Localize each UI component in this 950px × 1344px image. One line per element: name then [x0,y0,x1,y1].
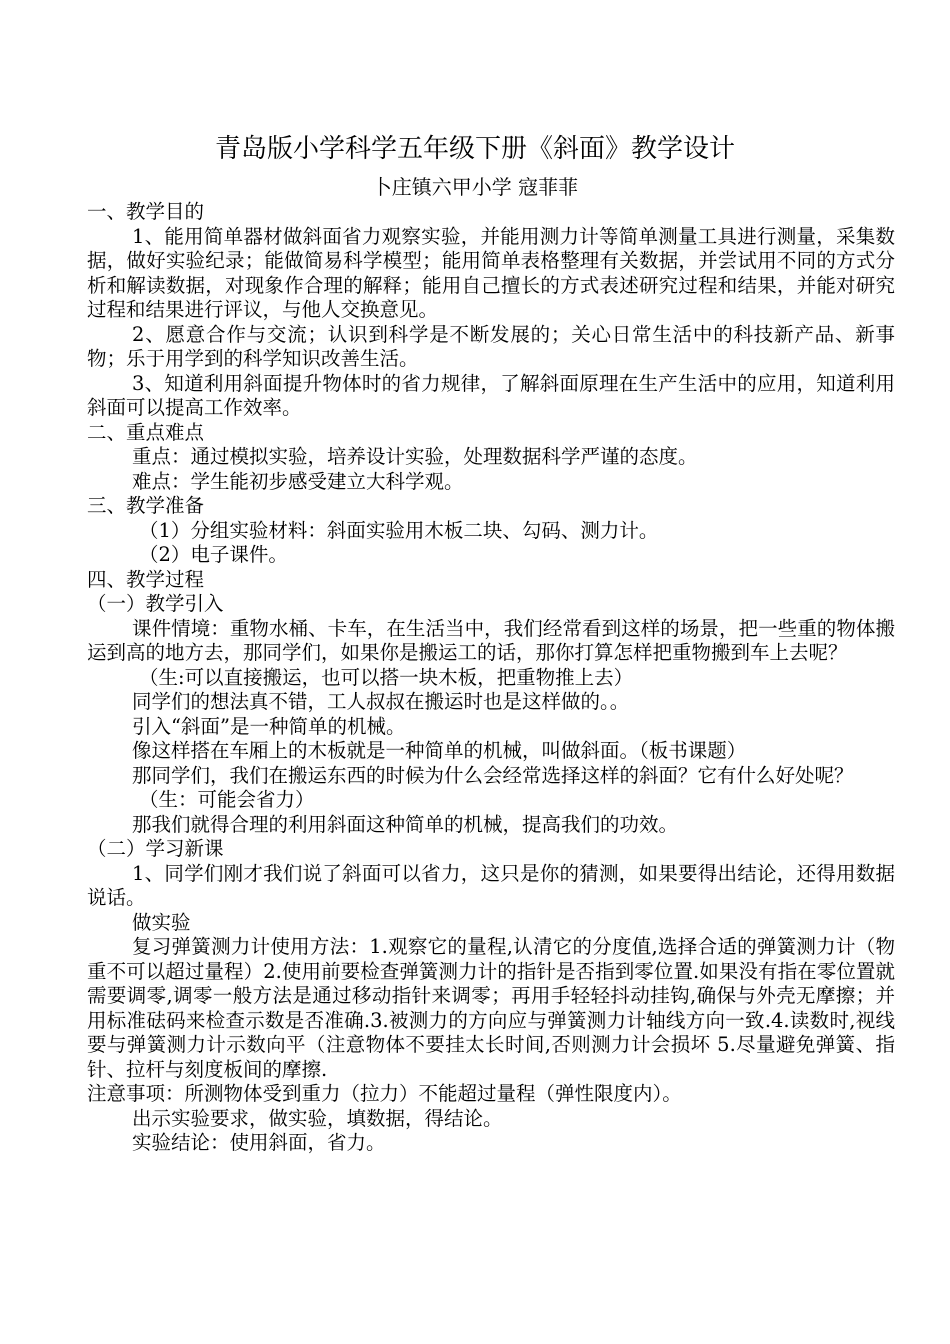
paragraph: 引入“斜面”是一种简单的机械。 [132,714,406,738]
paragraph: 注意事项：所测物体受到重力（拉力）不能超过量程（弹性限度内）。 [87,1082,682,1105]
paragraph: 1、同学们刚才我们说了斜面可以省力，这只是你的猜测，如果要得出结论，还得用数据说话。 [87,861,895,909]
paragraph: 1、能用简单器材做斜面省力观察实验，并能用测力计等简单测量工具进行测量，采集数据，做好实验纪录；能做简易科学模型；能用简单表格整理有关数据，并尝试用不同的方式分析和解读数据，对现象作合理的解释；能用自己擅长的方式表述研究过程和结果，并能对研究过程和结果进行评议，与他人交换意见。 [87,224,895,321]
paragraph: 做实验 [132,910,191,934]
document-body [87,200,895,1156]
paragraph: 像这样搭在车厢上的木板就是一种简单的机械，叫做斜面。（板书课题） [132,739,747,762]
subsection-heading-new-lesson: （二）学习新课 [87,837,224,860]
paragraph: 那我们就得合理的利用斜面这种简单的机械，提高我们的功效。 [132,812,679,836]
section-heading-key-points: 二、重点难点 [87,420,205,444]
paragraph: 3、知道利用斜面提升物体时的省力规律，了解斜面原理在生产生活中的应用，知道利用斜面可以提高工作效率。 [87,371,895,419]
paragraph: 出示实验要求，做实验，填数据，得结论。 [132,1106,503,1130]
paragraph: （2）电子课件。 [139,543,288,566]
section-heading-objectives: 一、教学目的 [87,200,205,223]
paragraph: 难点：学生能初步感受建立大科学观。 [132,469,464,493]
paragraph: 2、愿意合作与交流；认识到科学是不断发展的；关心日常生活中的科技新产品、新事物；乐于用学到的科学知识改善生活。 [87,322,895,370]
paragraph: 那同学们，我们在搬运东西的时候为什么会经常选择这样的斜面？它有什么好处呢？ [132,763,854,787]
subsection-heading-intro: （一）教学引入 [87,592,224,615]
author-line: 卜庄镇六甲小学 寇菲菲 [371,175,579,199]
section-heading-preparation: 三、教学准备 [87,494,205,517]
document-title: 青岛版小学科学五年级下册《斜面》教学设计 [214,134,735,164]
paragraph: 重点：通过模拟实验，培养设计实验，处理数据科学严谨的态度。 [132,445,698,468]
paragraph: 同学们的想法真不错，工人叔叔在搬运时也是这样做的。。 [132,690,630,713]
paragraph: 实验结论：使用斜面，省力。 [132,1131,386,1154]
paragraph: （生：可能会省力） [139,788,315,811]
paragraph: 复习弹簧测力计使用方法：1.观察它的量程,认清它的分度值,选择合适的弹簧测力计（物重不可以超过量程）2.使用前要检查弹簧测力计的指针是否指到零位置.如果没有指在零位置就需要调零,调零一般方法是通过移动指针来调零；再用手轻轻抖动挂钩,确保与外壳无摩擦；并用标准砝码来检查示数是否准确.3.被测力的方向应与弹簧测力计轴线方向一致.4.读数时,视线要与弹簧测力计示数向平（注意物体不要挂太长时间,否则测力计会损坏 5.尽量避免弹簧、指针、拉杆与刻度板间的摩擦. [87,935,895,1081]
paragraph: 课件情境：重物水桶、卡车，在生活当中，我们经常看到这样的场景，把一些重的物体搬运到高的地方去，那同学们，如果你是搬运工的话，那你打算怎样把重物搬到车上去呢？ [87,616,895,664]
paragraph: （1）分组实验材料：斜面实验用木板二块、勾码、测力计。 [139,518,659,542]
paragraph: （生:可以直接搬运，也可以搭一块木板，把重物推上去） [139,665,634,689]
section-heading-process: 四、教学过程 [87,567,205,591]
